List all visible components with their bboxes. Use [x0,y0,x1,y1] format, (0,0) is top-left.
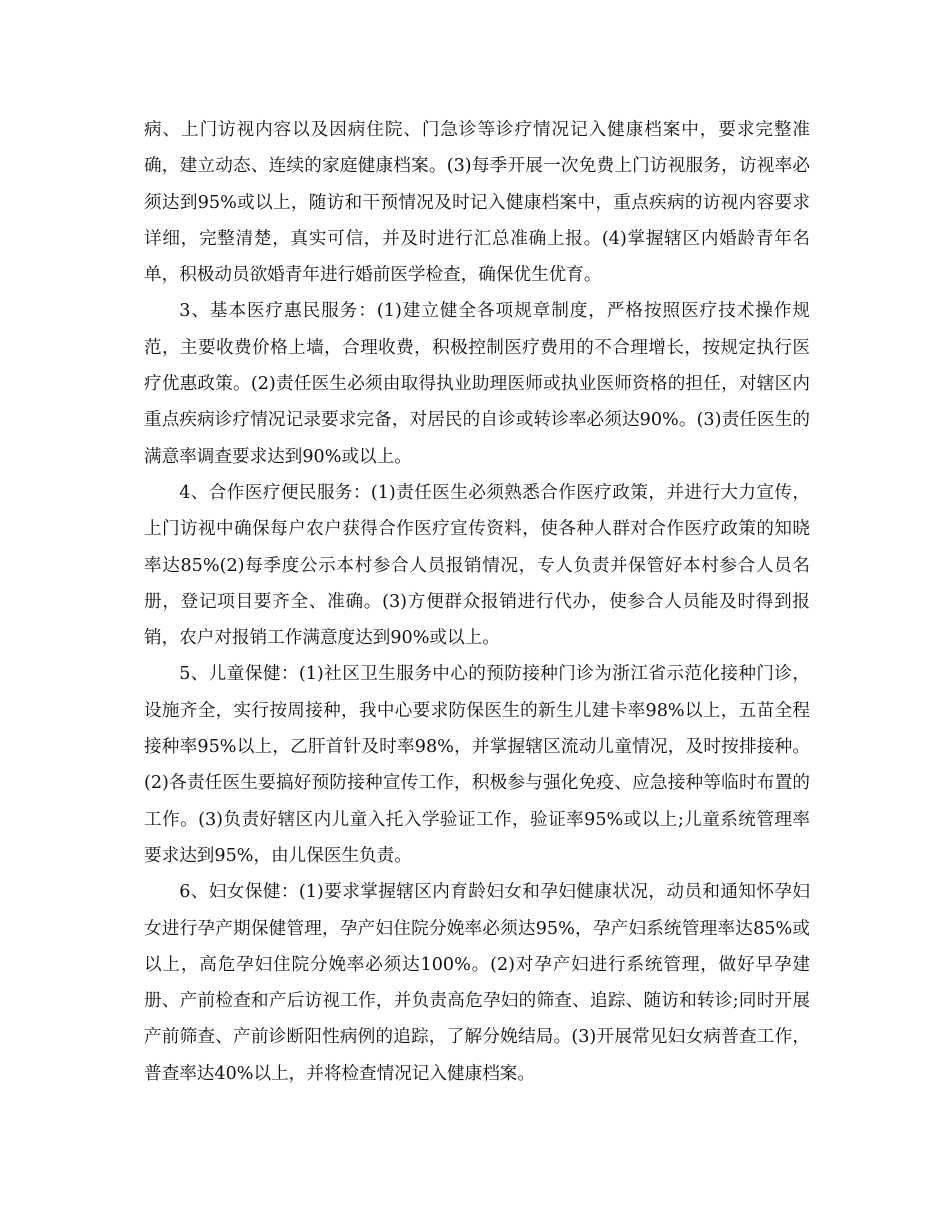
paragraph-basic-medical-service: 3、基本医疗惠民服务：(1)建立健全各项规章制度，严格按照医疗技术操作规范，主要收费价格上墙，合理收费，积极控制医疗费用的不合理增长，按规定执行医疗优惠政策。(2)责任医生必须由取得执业助理医师或执业医师资格的担任，对辖区内重点疾病诊疗情况记录要求完备，对居民的自诊或转诊率必须达90%。(3)责任医生的满意率调查要求达到90%或以上。 [144,301,810,467]
paragraph-women-health-care: 6、妇女保健：(1)要求掌握辖区内育龄妇女和孕妇健康状况，动员和通知怀孕妇女进行孕产期保健管理，孕产妇住院分娩率必须达95%，孕产妇系统管理率达85%或以上，高危孕妇住院分娩率必须达100%。(2)对孕产妇进行系统管理，做好早孕建册、产前检查和产后访视工作，并负责高危孕妇的筛查、追踪、随访和转诊;同时开展产前筛查、产前诊断阳性病例的追踪，了解分娩结局。(3)开展常见妇女病普查工作，普查率达40%以上，并将检查情况记入健康档案。 [144,882,810,1084]
paragraph-continuation: 病、上门访视内容以及因病住院、门急诊等诊疗情况记入健康档案中，要求完整准确，建立动态、连续的家庭健康档案。(3)每季开展一次免费上门访视服务，访视率必须达到95%或以上，随访和干预情况及时记入健康档案中，重点疾病的访视内容要求详细，完整清楚，真实可信，并及时进行汇总准确上报。(4)掌握辖区内婚龄青年名单，积极动员欲婚青年进行婚前医学检查，确保优生优育。 [144,120,810,286]
paragraph-child-health-care: 5、儿童保健：(1)社区卫生服务中心的预防接种门诊为浙江省示范化接种门诊，设施齐全，实行按周接种，我中心要求防保医生的新生儿建卡率98%以上，五苗全程接种率95%以上，乙肝首针及时率98%，并掌握辖区流动儿童情况，及时按排接种。(2)各责任医生要搞好预防接种宣传工作，积极参与强化免疫、应急接种等临时布置的工作。(3)负责好辖区内儿童入托入学验证工作，验证率95%或以上;儿童系统管理率要求达到95%，由儿保医生负责。 [144,664,810,866]
document-body [144,112,810,1092]
paragraph-cooperative-medical-service: 4、合作医疗便民服务：(1)责任医生必须熟悉合作医疗政策，并进行大力宣传，上门访视中确保每户农户获得合作医疗宣传资料，使各种人群对合作医疗政策的知晓率达85%(2)每季度公示本村参合人员报销情况，专人负责并保管好本村参合人员名册，登记项目要齐全、准确。(3)方便群众报销进行代办，使参合人员能及时得到报销，农户对报销工作满意度达到90%或以上。 [144,482,810,649]
